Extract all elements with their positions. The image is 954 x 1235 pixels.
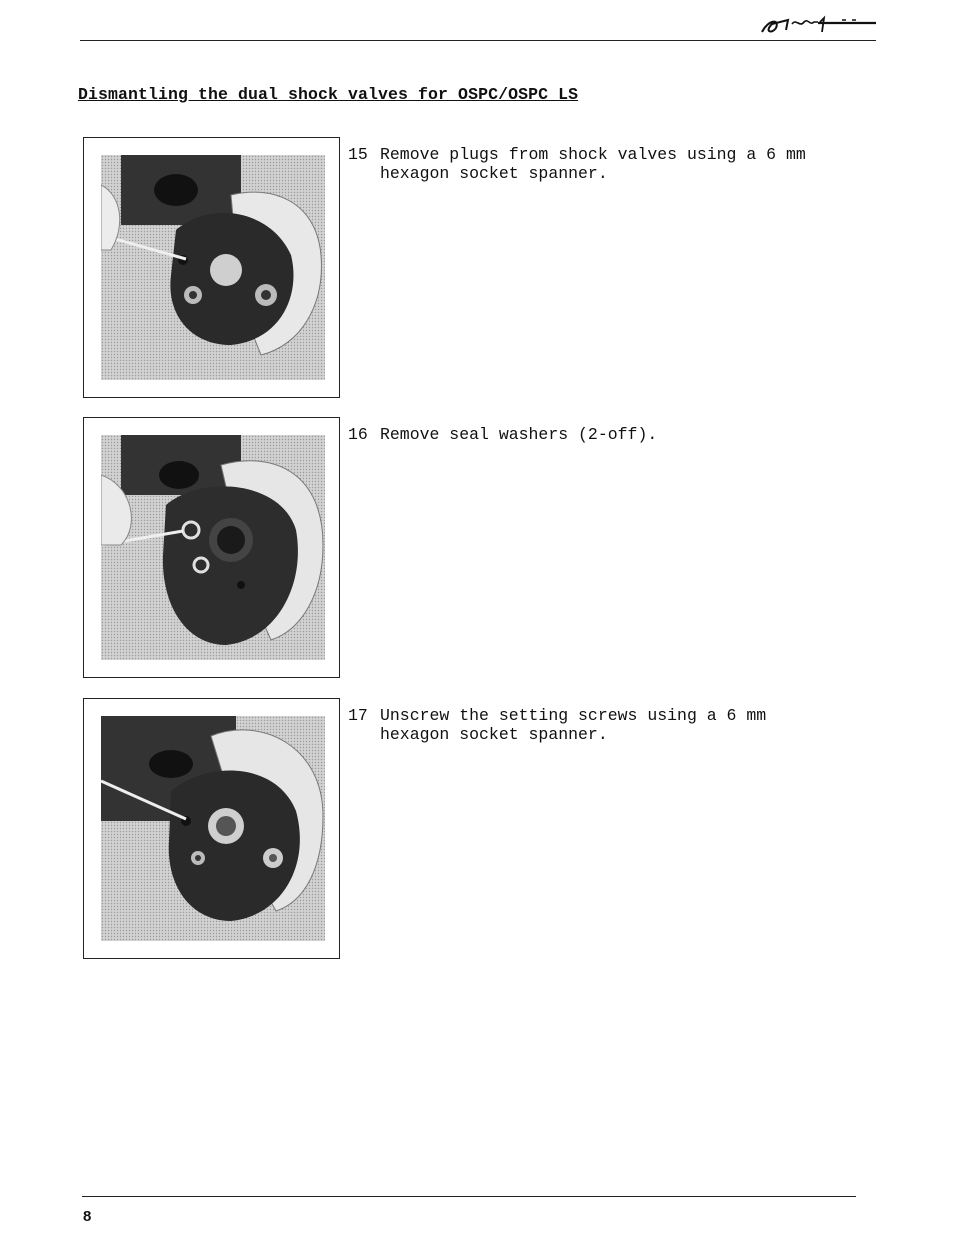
photo-removing-seal-washers	[101, 435, 325, 660]
step-text-line-1: Unscrew the setting screws using a 6 mm	[380, 706, 767, 725]
step-15	[83, 137, 883, 402]
photo-frame	[83, 698, 340, 959]
step-text-line-1: Remove seal washers (2-off).	[380, 425, 658, 444]
step-number: 16	[348, 425, 368, 444]
footer-rule	[82, 1196, 856, 1197]
step-text-line-2: hexagon socket spanner.	[380, 725, 608, 744]
section-heading: Dismantling the dual shock valves for OSPC/OSPC LS	[78, 85, 579, 104]
photo-removing-plugs	[101, 155, 325, 380]
step-instruction	[348, 145, 806, 183]
step-number: 15	[348, 145, 368, 164]
step-16	[83, 417, 883, 682]
page-number: 8	[83, 1208, 92, 1225]
photo-unscrewing-setting-screws	[101, 716, 325, 941]
photo-frame	[83, 417, 340, 678]
step-text-line-2: hexagon socket spanner.	[380, 164, 608, 183]
step-instruction	[348, 706, 766, 744]
step-number: 17	[348, 706, 368, 725]
signature-logo-icon	[758, 10, 878, 36]
step-instruction	[348, 425, 657, 444]
step-17	[83, 698, 883, 963]
header-rule	[80, 40, 876, 41]
photo-frame	[83, 137, 340, 398]
step-text-line-1: Remove plugs from shock valves using a 6 mm	[380, 145, 806, 164]
